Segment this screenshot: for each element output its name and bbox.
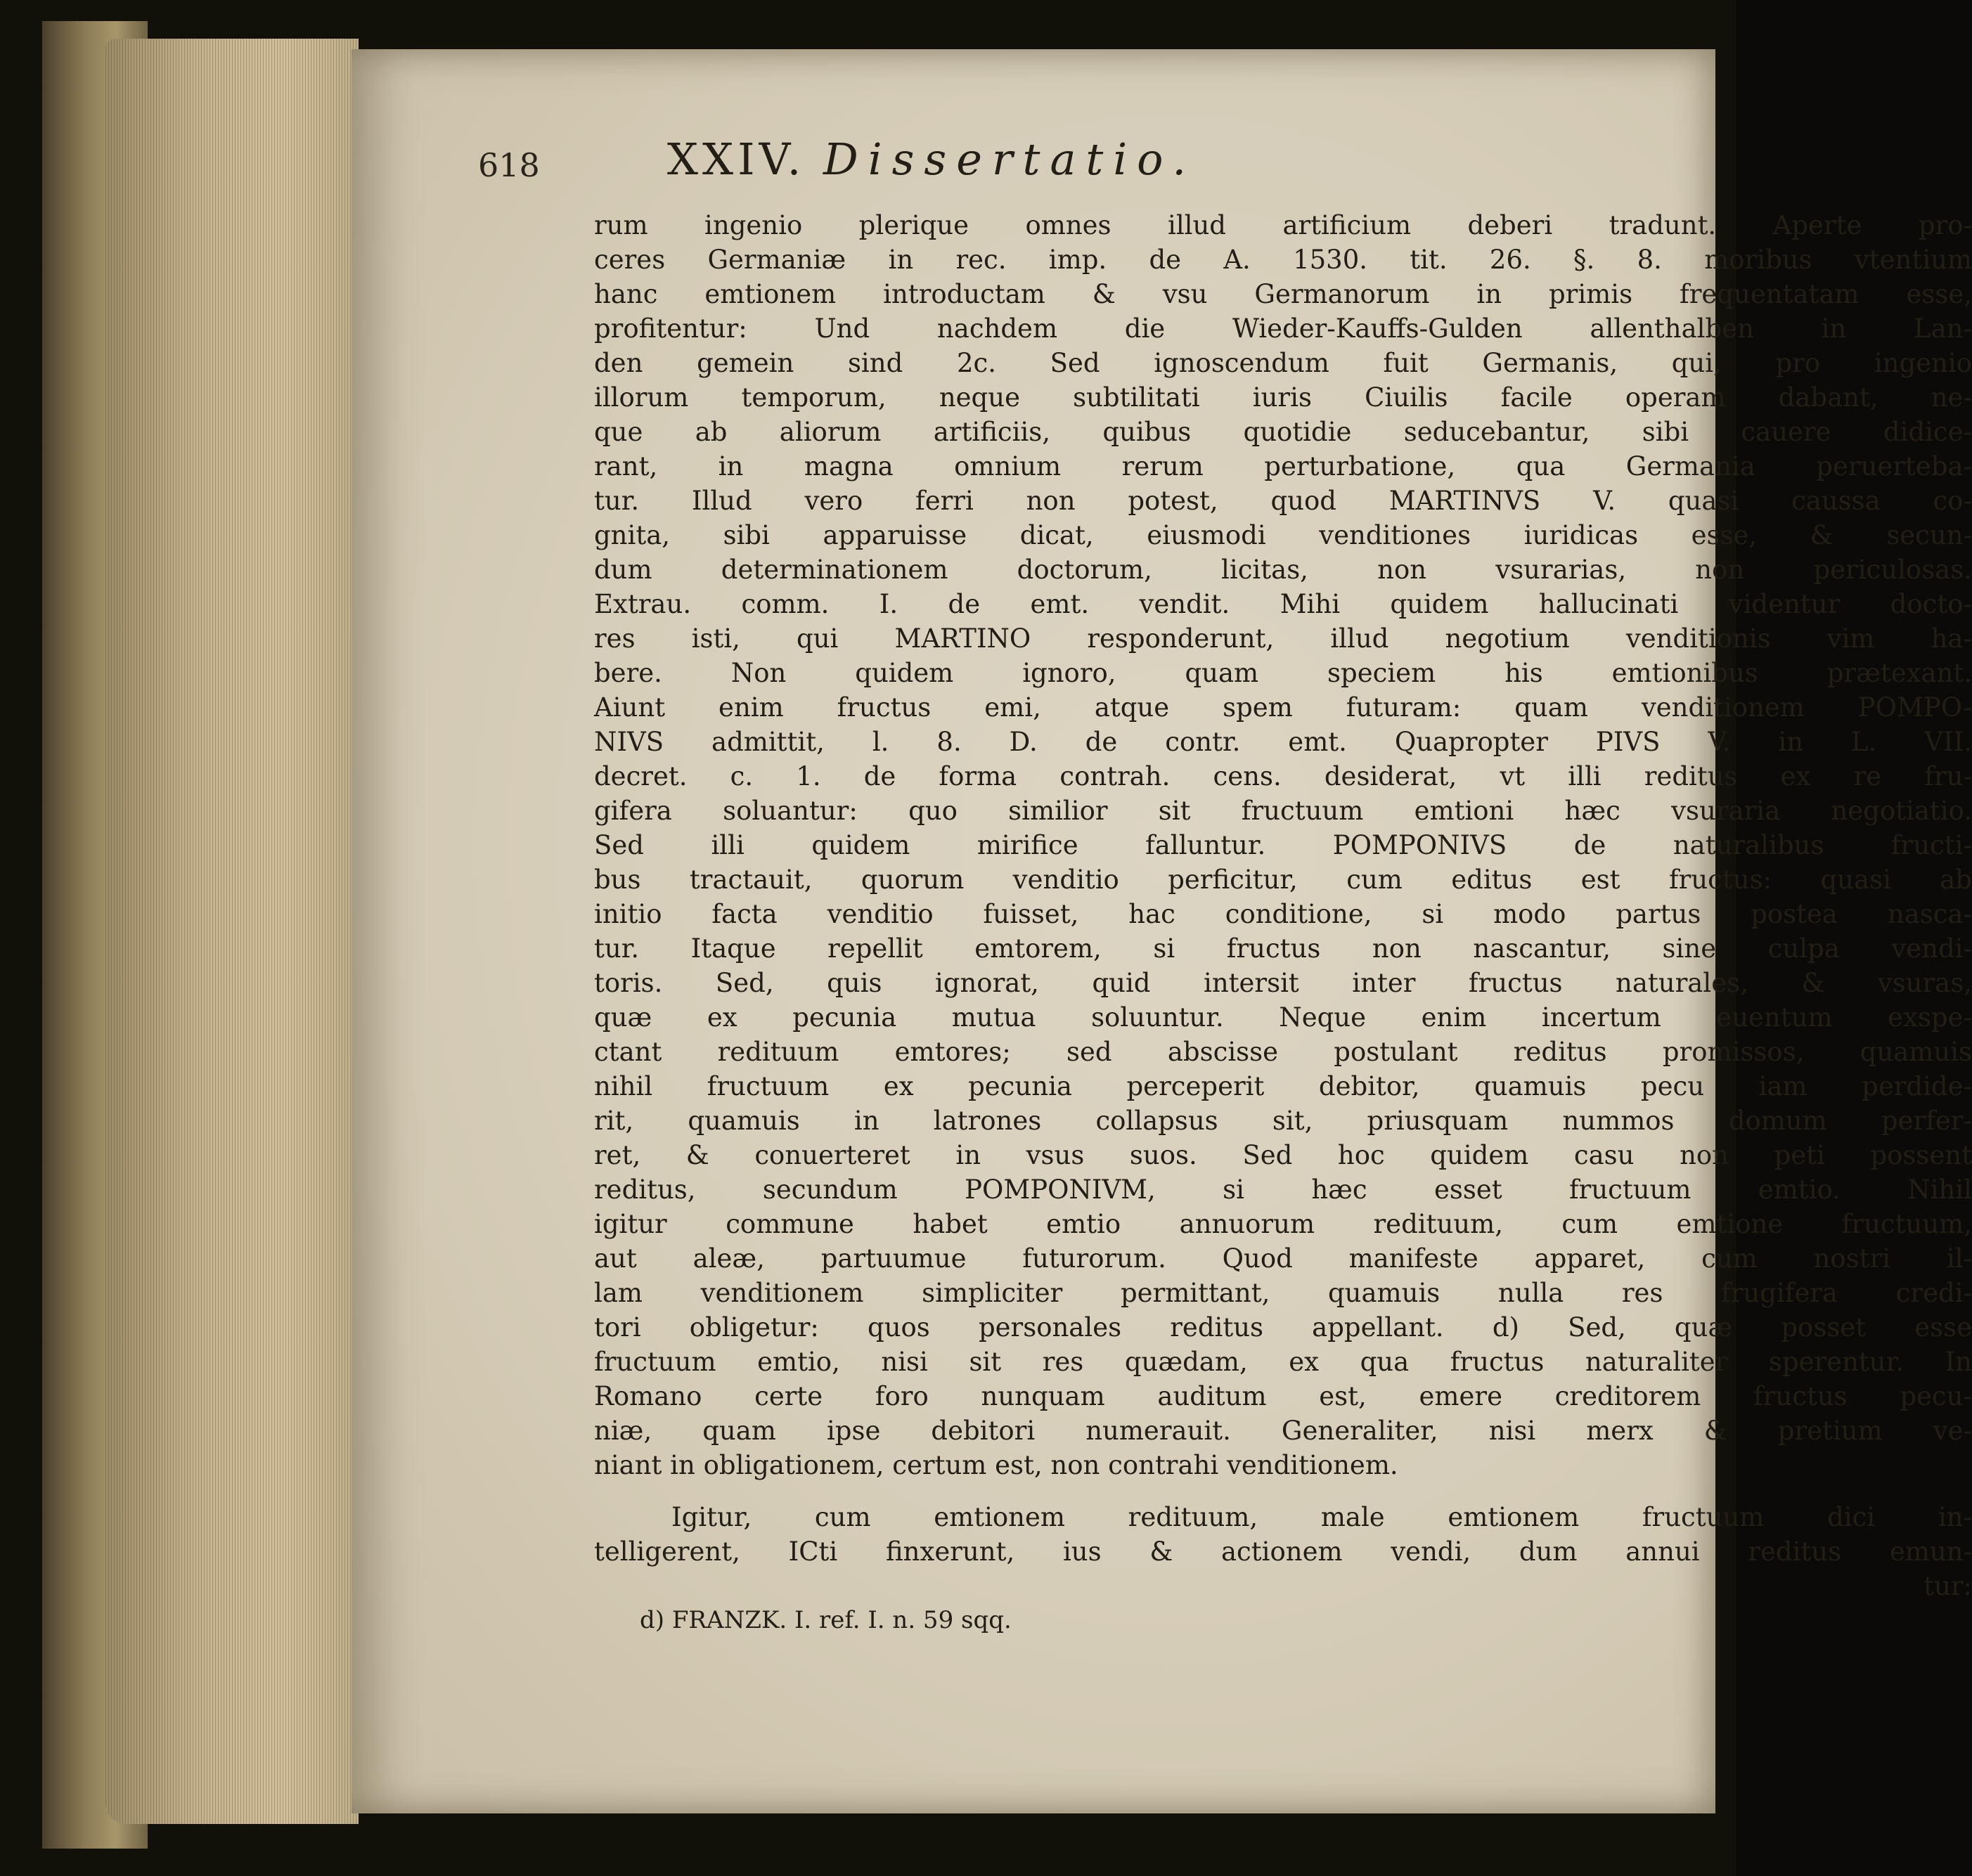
- text-line: res isti, qui MARTINO responderunt, illud negotium venditionis vim ha-: [594, 623, 1972, 654]
- text-line: ctant redituum emtores; sed abscisse postulant reditus promissos, quamuis: [594, 1037, 1972, 1067]
- text-line: igitur commune habet emtio annuorum redituum, cum emtione fructuum,: [594, 1209, 1972, 1239]
- text-line: decret. c. 1. de forma contrah. cens. desiderat, vt illi reditus ex re fru-: [594, 761, 1972, 791]
- text-line: Extrau. comm. I. de emt. vendit. Mihi quidem hallucinati videntur docto-: [594, 589, 1972, 619]
- text-line: bere. Non quidem ignoro, quam speciem his emtionibus prætexant.: [594, 658, 1972, 688]
- text-line: nihil fructuum ex pecunia perceperit debitor, quamuis pecu iam perdide-: [594, 1071, 1972, 1101]
- footnote: d) FRANZK. I. ref. I. n. 59 sqq.: [640, 1606, 1012, 1634]
- title-word: Dissertatio.: [823, 134, 1197, 185]
- text-line: niant in obligationem, certum est, non contrahi venditionem.: [594, 1450, 1398, 1480]
- text-line: ceres Germaniæ in rec. imp. de A. 1530. tit. 26. §. 8. moribus vtentium: [594, 245, 1972, 275]
- text-line: quæ ex pecunia mutua soluuntur. Neque enim incertum euentum exspe-: [594, 1002, 1972, 1033]
- text-line: niæ, quam ipse debitori numerauit. Generaliter, nisi merx & pretium ve-: [594, 1416, 1972, 1446]
- text-line: rant, in magna omnium rerum perturbatione, qua Germania peruerteba-: [594, 451, 1972, 481]
- text-line: fructuum emtio, nisi sit res quædam, ex qua fructus naturaliter sperentur. In: [594, 1347, 1972, 1377]
- text-line: bus tractauit, quorum venditio perficitur, cum editus est fructus: quasi ab: [594, 865, 1972, 895]
- text-line: aut aleæ, partuumue futurorum. Quod manifeste apparet, cum nostri il-: [594, 1243, 1972, 1274]
- text-line: rit, quamuis in latrones collapsus sit, priusquam nummos domum perfer-: [594, 1106, 1972, 1136]
- text-line: tur. Itaque repellit emtorem, si fructus non nascantur, sine culpa vendi-: [594, 933, 1972, 964]
- text-line: gifera soluantur: quo similior sit fructuum emtioni hæc vsuraria negotiatio.: [594, 796, 1972, 826]
- text-line: tori obligetur: quos personales reditus appellant. d) Sed, quæ posset esse: [594, 1312, 1972, 1343]
- title-roman-numeral: XXIV.: [666, 134, 806, 185]
- page-edges: [105, 39, 359, 1824]
- catchword: tur:: [1923, 1571, 1972, 1601]
- running-title: [478, 134, 1385, 185]
- text-line: NIVS admittit, l. 8. D. de contr. emt. Quapropter PIVS V. in L. VII.: [594, 727, 1972, 757]
- text-line: gnita, sibi apparuisse dicat, eiusmodi venditiones iuridicas esse, & secun-: [594, 520, 1972, 550]
- text-line: profitentur: Und nachdem die Wieder-Kauffs-Gulden allenthalben in Lan-: [594, 313, 1972, 344]
- text-line: Igitur, cum emtionem redituum, male emtionem fructuum dici in-: [671, 1502, 1972, 1532]
- text-line: rum ingenio plerique omnes illud artificium deberi tradunt. Aperte pro-: [594, 210, 1972, 240]
- page-number: 618: [478, 146, 540, 184]
- text-line: ret, & conuerteret in vsus suos. Sed hoc quidem casu non peti possent: [594, 1140, 1972, 1170]
- running-header: [478, 134, 1385, 197]
- text-line: tur. Illud vero ferri non potest, quod MARTINVS V. quasi caussa co-: [594, 486, 1972, 516]
- text-line: Sed illi quidem mirifice falluntur. POMPONIVS de naturalibus fructi-: [594, 830, 1972, 860]
- text-line: reditus, secundum POMPONIVM, si hæc esset fructuum emtio. Nihil: [594, 1175, 1972, 1205]
- text-line: Romano certe foro nunquam auditum est, emere creditorem fructus pecu-: [594, 1381, 1972, 1411]
- text-line: Aiunt enim fructus emi, atque spem futuram: quam venditionem POMPO-: [594, 692, 1972, 723]
- text-line: lam venditionem simpliciter permittant, quamuis nulla res frugifera credi-: [594, 1278, 1972, 1308]
- text-line: hanc emtionem introductam & vsu Germanorum in primis frequentatam esse,: [594, 279, 1972, 309]
- text-line: illorum temporum, neque subtilitati iuris Ciuilis facile operam dabant, ne-: [594, 382, 1972, 413]
- text-line: dum determinationem doctorum, licitas, non vsurarias, non periculosas.: [594, 555, 1972, 585]
- text-line: toris. Sed, quis ignorat, quid intersit inter fructus naturales, & vsuras,: [594, 968, 1972, 998]
- text-line: initio facta venditio fuisset, hac conditione, si modo partus postea nasca-: [594, 899, 1972, 929]
- text-line: que ab aliorum artificiis, quibus quotidie seducebantur, sibi cauere didice-: [594, 417, 1972, 447]
- text-line: den gemein sind 2c. Sed ignoscendum fuit Germanis, qui, pro ingenio: [594, 348, 1972, 378]
- text-line: telligerent, ICti finxerunt, ius & actionem vendi, dum annui reditus emun-: [594, 1537, 1972, 1567]
